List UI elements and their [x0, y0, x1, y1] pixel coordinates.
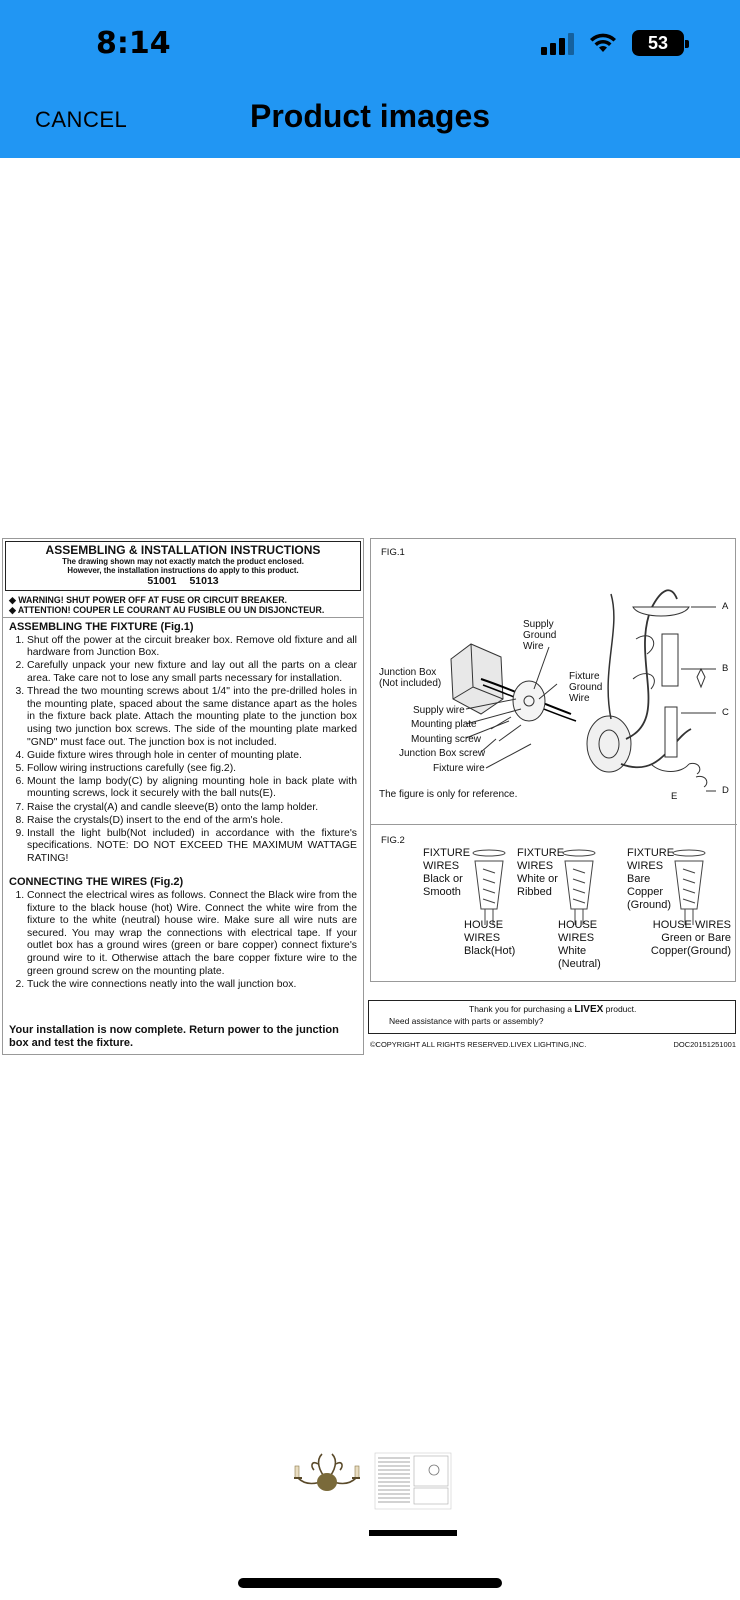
fig1-letter-d: D	[722, 785, 729, 796]
figure-divider	[371, 824, 737, 825]
warning-en: ◆ WARNING! SHUT POWER OFF AT FUSE OR CIRCUIT BREAKER.	[9, 595, 357, 605]
warning-fr: ◆ ATTENTION! COUPER LE COURANT AU FUSIBLE OU UN DISJONCTEUR.	[9, 605, 357, 615]
doc-heading: ASSEMBLING & INSTALLATION INSTRUCTIONS	[45, 543, 321, 557]
product-image-instructions	[0, 538, 740, 1058]
connecting-section	[3, 873, 363, 991]
house-wires-black: HOUSE WIRES Black(Hot)	[464, 919, 516, 957]
fixture-ground-wire-label: Fixture Ground Wire	[569, 671, 603, 704]
fig1-letter-c: C	[722, 707, 729, 718]
cancel-button[interactable]: CANCEL	[35, 107, 128, 132]
assistance-text: Need assistance with parts or assembly?	[389, 1016, 544, 1026]
fig1-letter-e: E	[671, 791, 678, 802]
junction-box-label: Junction Box (Not included)	[379, 667, 442, 689]
assembling-step: 2. Carefully unpack your new fixture and lay out all the parts on a clear area. Take care not to lose any small parts necessary for installation.	[27, 660, 357, 685]
assembling-step: 6. Mount the lamp body(C) by aligning mounting hole in back plate with mounting screws, lock it securely with the ball nuts(E).	[27, 776, 357, 801]
status-icons	[541, 30, 684, 56]
header-bar	[0, 0, 740, 158]
instructions-text-panel	[2, 538, 364, 1055]
connecting-step: 2. Tuck the wire connections neatly into the wall junction box.	[27, 979, 357, 992]
assembling-step: 9. Install the light bulb(Not included) in accordance with the fixture's specifications. NOTE: DO NOT EXCEED THE MAXIMUM WATTAGE RATING!	[27, 828, 357, 866]
fixture-wires-copper: FIXTURE WIRES Bare Copper (Ground)	[627, 847, 675, 911]
page-title: Product images	[249, 98, 491, 134]
fixture-wires-black: FIXTURE WIRES Black or Smooth	[423, 847, 471, 898]
supply-ground-wire-label: Supply Ground Wire	[523, 619, 557, 652]
brand-name: LIVEX	[574, 1004, 604, 1015]
completion-note: Your installation is now complete. Return power to the junction box and test the fixture.	[9, 1024, 339, 1049]
fixture-wire-label: Fixture wire	[433, 763, 485, 774]
warnings	[3, 593, 363, 617]
fig2-label: FIG.2	[381, 835, 405, 846]
house-wires-white: HOUSE WIRES White (Neutral)	[558, 919, 601, 970]
assembling-step: 1. Shut off the power at the circuit breaker box. Remove old fixture and all hardware from Junction Box.	[27, 635, 357, 660]
home-indicator[interactable]	[238, 1578, 502, 1588]
mounting-plate-label: Mounting plate	[411, 719, 477, 730]
mounting-screw-label: Mounting screw	[411, 734, 482, 745]
figure-box	[370, 538, 736, 982]
status-time: 8:14	[96, 26, 171, 61]
fig1-reference-note: The figure is only for reference.	[379, 789, 518, 800]
thank-you-box	[368, 1000, 736, 1034]
fig1-letter-b: B	[722, 663, 729, 674]
battery-icon	[632, 30, 684, 56]
signal-icon	[541, 31, 574, 55]
model-codes: 51001 51013	[147, 574, 219, 587]
fig1-letter-a: A	[722, 601, 729, 612]
battery-level: 53	[647, 32, 669, 53]
thank-you-suffix: product.	[605, 1004, 637, 1014]
chandelier-thumbnail[interactable]	[288, 1450, 366, 1512]
thumbnail-strip	[0, 1450, 740, 1530]
assembling-step: 7. Raise the crystal(A) and candle sleeve(B) onto the lamp holder.	[27, 802, 357, 815]
fixture-wires-white: FIXTURE WIRES White or Ribbed	[517, 847, 565, 898]
supply-wire-label: Supply wire	[413, 705, 465, 716]
thank-you-line	[469, 1004, 636, 1015]
connecting-step: 1. Connect the electrical wires as follows. Connect the Black wire from the fixture to the black house (hot) Wire. Connect the white wire from the fixture to the white (neutral) house wire. Make sure all wire nuts are secured. You may wrap the connections with electrical tape. If your outlet box has a ground wires (green or bare copper) connect fixture's ground wire to it. Otherwise attach the bare copper fixture wire to the green ground screw on the mounting plate.	[27, 890, 357, 978]
instructions-thumbnail[interactable]	[374, 1450, 452, 1512]
figures-panel	[370, 538, 738, 1055]
thank-you-text: Thank you for purchasing a	[469, 1004, 573, 1014]
assembling-step: 8. Raise the crystals(D) insert to the end of the arm's hole.	[27, 815, 357, 828]
assembling-step: 4. Guide fixture wires through hole in center of mounting plate.	[27, 750, 357, 763]
assembling-section	[3, 617, 363, 865]
selected-thumbnail-indicator	[369, 1530, 457, 1536]
connecting-title: CONNECTING THE WIRES (Fig.2)	[9, 876, 184, 889]
doc-heading-box	[5, 541, 361, 591]
copyright-text: ©COPYRIGHT ALL RIGHTS RESERVED.LIVEX LIGHTING,INC.	[370, 1040, 587, 1049]
doc-subheading-1: The drawing shown may not exactly match the product enclosed.	[62, 556, 304, 566]
assembling-title: ASSEMBLING THE FIXTURE (Fig.1)	[9, 621, 194, 634]
chandelier-icon	[288, 1450, 366, 1512]
assembling-step: 3. Thread the two mounting screws about 1/4" into the pre-drilled holes in the mounting plate, spaced about the same distance apart as the holes in the fixture back plate. Attach the mounting plate to the junction box using two junction box screws. The side of the mounting plate marked "GND" must face out. The junction box is not included.	[27, 686, 357, 749]
assembling-step: 5. Follow wiring instructions carefully (see fig.2).	[27, 763, 357, 776]
fig1-label: FIG.1	[381, 547, 405, 558]
doc-subheading-2: However, the installation instructions do apply to this product.	[67, 565, 299, 575]
document-icon	[374, 1450, 452, 1512]
document-code: DOC20151251001	[673, 1040, 736, 1049]
house-wires-ground: HOUSE WIRES Green or Bare Copper(Ground)	[650, 919, 731, 957]
wifi-icon	[588, 32, 618, 54]
junction-box-screw-label: Junction Box screw	[399, 748, 486, 759]
